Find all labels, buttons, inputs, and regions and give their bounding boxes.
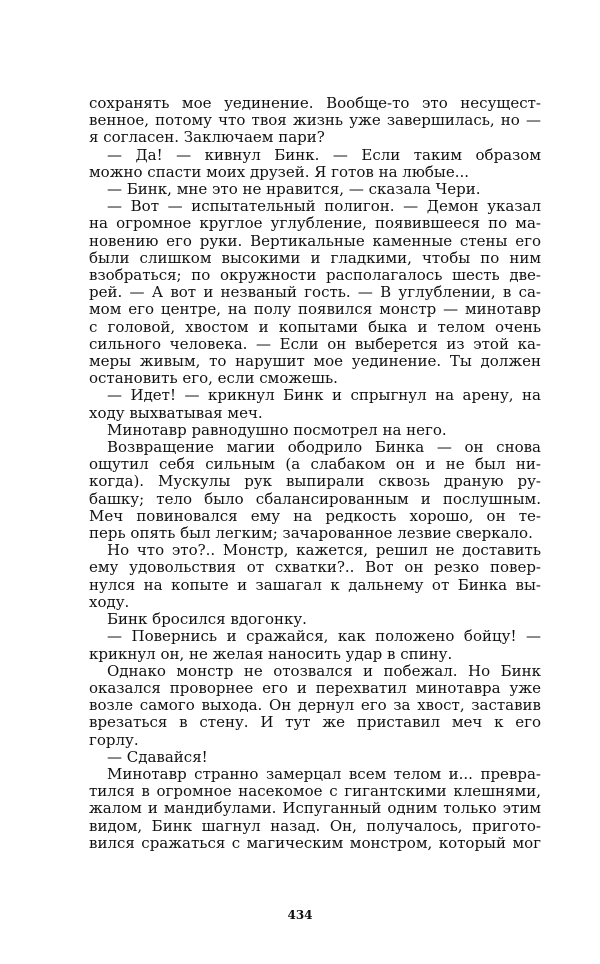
text-line: меры живым, то нарушит мое уединение. Ты должен: [89, 353, 541, 371]
text-line: Меч повиновался ему на редкость хорошо, он те-: [89, 507, 541, 525]
text-line: ходу выхватывая меч.: [89, 404, 263, 422]
text-line: когда). Мускулы рук выпирали сквозь драную ру-: [89, 473, 541, 491]
text-line: остановить его, если сможешь.: [89, 370, 338, 388]
text-line: возле самого выхода. Он дернул его за хвост, заставив: [89, 697, 541, 715]
text-line: сильного человека. — Если он выберется из этой ка-: [89, 335, 541, 353]
text-line: ходу.: [89, 593, 130, 611]
text-line: перь опять был легким; зачарованное лезвие сверкало.: [89, 525, 533, 543]
text-line: Но что это?.. Монстр, кажется, решил не доставить: [107, 542, 541, 560]
text-line: были слишком высокими и гладкими, чтобы по ним: [89, 249, 541, 267]
text-line: жалом и мандибулами. Испуганный одним только этим: [89, 800, 541, 818]
text-line: оказался проворнее его и перехватил минотавра уже: [89, 679, 541, 697]
text-line: Бинк бросился вдогонку.: [107, 611, 307, 629]
text-line: нулся на копыте и зашагал к дальнему от Бинка вы-: [89, 576, 541, 594]
text-line: — Сдавайся!: [107, 748, 208, 766]
text-line: видом, Бинк шагнул назад. Он, получалось, пригото-: [89, 817, 541, 835]
text-line: ему удовольствия от схватки?.. Вот он резко повер-: [89, 559, 541, 577]
text-line: Минотавр равнодушно посмотрел на него.: [107, 421, 447, 439]
text-line: ощутил себя сильным (а слабаком он и не был ни-: [89, 456, 541, 474]
text-line: можно спасти моих друзей. Я готов на любые...: [89, 163, 470, 181]
text-line: Однако монстр не отозвался и побежал. Но Бинк: [107, 662, 541, 680]
text-line: врезаться в стену. И тут же приставил меч к его: [89, 714, 541, 732]
text-line: башку; тело было сбалансированным и послушным.: [89, 490, 541, 508]
text-line: мом его центре, на полу появился монстр — минотавр: [89, 301, 541, 319]
page-text: [89, 95, 541, 852]
text-line: я согласен. Заключаем пари?: [89, 129, 325, 147]
text-line: — Вот — испытательный полигон. — Демон указал: [107, 198, 541, 216]
text-line: — Повернись и сражайся, как положено бойцу! —: [107, 628, 541, 646]
text-line: новению его руки. Вертикальные каменные стены его: [89, 232, 541, 250]
text-line: — Да! — кивнул Бинк. — Если таким образом: [107, 146, 541, 164]
text-line: — Бинк, мне это не нравится, — сказала Чери.: [107, 181, 481, 199]
text-line: Возвращение магии ободрило Бинка — он снова: [107, 439, 541, 457]
text-line: рей. — А вот и незваный гость. — В углублении, в са-: [89, 284, 541, 302]
text-line: горлу.: [89, 731, 139, 749]
text-line: — Идет! — крикнул Бинк и спрыгнул на арену, на: [107, 387, 541, 405]
text-line: взобраться; по окружности располагалось шесть две-: [89, 267, 541, 285]
text-line: тился в огромное насекомое с гигантскими клешнями,: [89, 783, 541, 801]
text-line: с головой, хвостом и копытами быка и телом очень: [89, 318, 541, 336]
text-line: Минотавр странно замерцал всем телом и... превра-: [107, 765, 541, 783]
text-line: венное, потому что твоя жизнь уже завершилась, но —: [89, 112, 541, 130]
text-line: сохранять мое уединение. Вообще-то это несущест-: [89, 95, 541, 112]
text-line: на огромное круглое углубление, появившееся по ма-: [89, 215, 541, 233]
page-number: 434: [287, 908, 313, 922]
text-line: крикнул он, не желая наносить удар в спину.: [89, 645, 453, 663]
text-line: вился сражаться с магическим монстром, который мог: [89, 834, 541, 852]
